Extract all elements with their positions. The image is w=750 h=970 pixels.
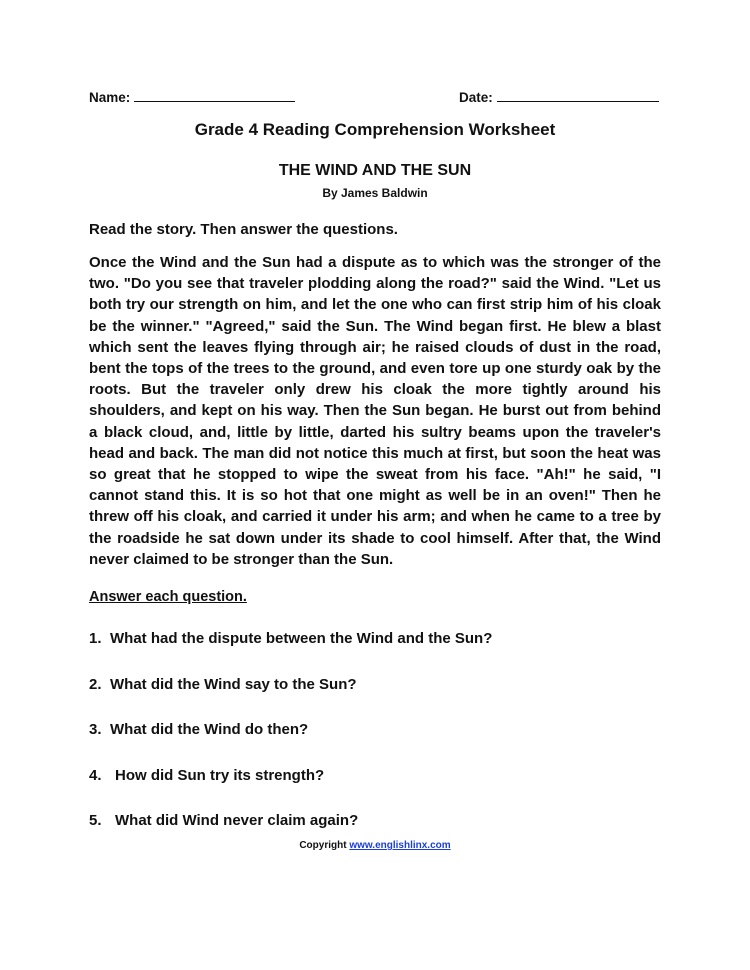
name-field [89, 88, 295, 105]
question-item [89, 721, 661, 767]
question-text: What did Wind never claim again? [115, 812, 359, 829]
instructions: Read the story. Then answer the questions. [89, 221, 398, 238]
copyright-link[interactable]: www.englishlinx.com [349, 840, 451, 851]
date-field [459, 88, 659, 105]
question-number: 5. [89, 812, 102, 829]
question-number: 1. [89, 630, 102, 647]
story-byline: By James Baldwin [322, 186, 428, 200]
name-blank-line [134, 88, 295, 102]
question-text: What did the Wind say to the Sun? [110, 675, 357, 693]
worksheet-title: Grade 4 Reading Comprehension Worksheet [194, 120, 556, 139]
question-item [89, 630, 661, 676]
question-item [89, 767, 661, 813]
name-label: Name: [89, 90, 131, 105]
date-label: Date: [459, 90, 493, 105]
question-text: How did Sun try its strength? [115, 766, 325, 784]
header-fields [89, 88, 661, 108]
question-number: 4. [89, 766, 102, 784]
question-text: What did the Wind do then? [110, 721, 309, 738]
question-number: 3. [89, 721, 102, 738]
copyright-footer [0, 840, 750, 851]
story-title: THE WIND AND THE SUN [278, 162, 472, 179]
question-list [89, 630, 661, 858]
questions-heading: Answer each question. [89, 589, 247, 605]
question-item [89, 676, 661, 722]
date-blank-line [497, 88, 659, 102]
question-text: What had the dispute between the Wind and the Sun? [110, 630, 493, 647]
question-number: 2. [89, 675, 102, 693]
story-text: Once the Wind and the Sun had a dispute as to which was the stronger of the two. "Do you see that traveler plodding along the road?" said the Wind. "Let us both try our strength on him, and let the one who can first strip him of his cloak be the winner." "Agreed," said the Sun. The Wind began first. He blew a blast which sent the leaves flying through air; he raised clouds of dust in the road, bent the tops of the trees to the ground, and even tore up one sturdy oak by the roots. But the traveler only drew his cloak the more tightly around his shoulders, and kept on his way. Then the Sun began. He burst out from behind a black cloud, and, little by little, darted his sultry beams upon the traveler's head and back. The man did not notice this much at first, but soon the heat was so great that he stopped to wipe the sweat from his face. "Ah!" he said, "I cannot stand this. It is so hot that one might as well be in an oven!" Then he threw off his cloak, and carried it under his arm; and when he came to a tree by the roadside he sat down under its shade to cool himself. After that, the Wind never claimed to be stronger than the Sun. [89, 254, 661, 568]
copyright-label: Copyright [299, 840, 347, 851]
